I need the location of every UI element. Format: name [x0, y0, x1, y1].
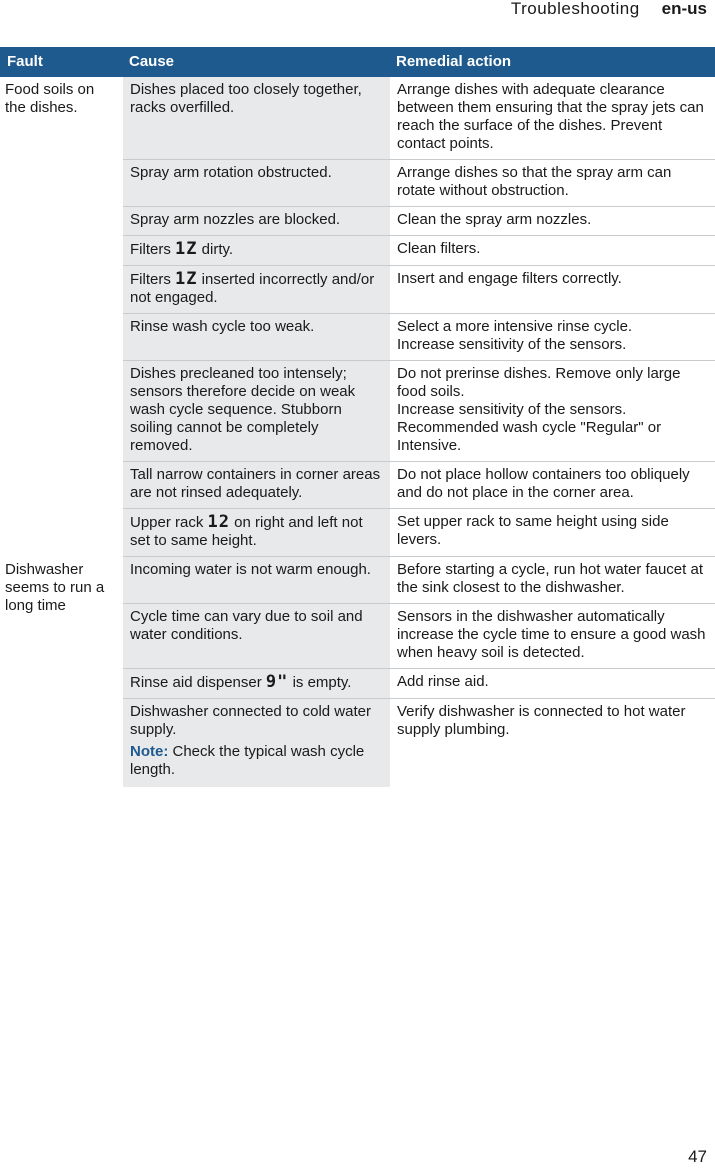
page-number: 47 [688, 1147, 707, 1166]
cause-cell: Dishes precleaned too intensely; sensors therefore decide on weak wash cycle sequence. Stubborn soiling cannot be completely removed. [123, 361, 390, 462]
action-cell: Verify dishwasher is connected to hot water supply plumbing. [397, 703, 686, 738]
cause-cell [123, 236, 390, 266]
cause-text: Rinse aid dispenser [130, 674, 266, 691]
page-header [511, 0, 707, 22]
cause-text: dirty. [197, 241, 234, 258]
action-cell: Add rinse aid. [390, 669, 715, 699]
action-line: Increase sensitivity of the sensors. [397, 401, 627, 418]
action-cell: Before starting a cycle, run hot water faucet at the sink closest to the dishwasher. [390, 557, 715, 604]
language-code: en-us [661, 0, 707, 18]
filter-symbol: 1Z [175, 269, 198, 289]
cause-text: is empty. [288, 674, 352, 691]
action-cell [390, 361, 715, 462]
section-title: Troubleshooting [510, 0, 640, 18]
table-row [0, 77, 715, 160]
cause-cell: Rinse wash cycle too weak. [123, 314, 390, 361]
filter-symbol: 1Z [175, 239, 198, 259]
fault-cell: Food soils on the dishes. [5, 81, 95, 116]
troubleshooting-table [0, 47, 715, 787]
cause-cell: Tall narrow containers in corner areas are not rinsed adequately. [123, 462, 390, 509]
action-cell: Sensors in the dishwasher automatically increase the cycle time to ensure a good wash when heavy soil is detected. [390, 604, 715, 669]
column-header-fault: Fault [0, 47, 123, 77]
column-header-action: Remedial action [390, 47, 715, 77]
cause-cell: Incoming water is not warm enough. [123, 557, 390, 604]
cause-cell: Cycle time can vary due to soil and water conditions. [123, 604, 390, 669]
cause-text: Filters [130, 241, 175, 258]
table-row [0, 557, 715, 604]
note-text: Check the typical wash cycle length. [130, 743, 365, 778]
cause-cell [123, 699, 390, 788]
action-cell: Do not place hollow containers too obliquely and do not place in the corner area. [390, 462, 715, 509]
cause-cell [123, 669, 390, 699]
action-cell: Arrange dishes with adequate clearance between them ensuring that the spray jets can reach the surface of the dishes. Prevent contact points. [390, 77, 715, 160]
action-line: Select a more intensive rinse cycle. [397, 318, 633, 335]
cause-text: Filters [130, 271, 175, 288]
column-header-cause: Cause [123, 47, 390, 77]
cause-text: inserted incorrectly and/or not engaged. [130, 271, 375, 306]
cause-text: Upper rack [130, 514, 208, 531]
action-cell: Set upper rack to same height using side levers. [390, 509, 715, 557]
cause-cell: Dishes placed too closely together, racks overfilled. [123, 77, 390, 160]
rinse-aid-symbol: 9" [265, 672, 289, 692]
action-line: Recommended wash cycle "Regular" or Intensive. [397, 419, 662, 454]
rack-symbol: 12 [207, 512, 231, 532]
cause-text: Dishwasher connected to cold water supply. [130, 703, 371, 738]
cause-cell: Spray arm nozzles are blocked. [123, 207, 390, 236]
table-header-row [0, 47, 715, 77]
cause-cell: Spray arm rotation obstructed. [123, 160, 390, 207]
action-cell: Arrange dishes so that the spray arm can rotate without obstruction. [390, 160, 715, 207]
action-cell: Clean filters. [390, 236, 715, 266]
cause-cell [123, 266, 390, 314]
note-label: Note: [130, 743, 169, 760]
note [130, 743, 384, 779]
action-cell: Insert and engage filters correctly. [390, 266, 715, 314]
action-line: Do not prerinse dishes. Remove only large food soils. [397, 365, 681, 400]
cause-cell [123, 509, 390, 557]
action-cell: Clean the spray arm nozzles. [390, 207, 715, 236]
fault-cell: Dishwasher seems to run a long time [5, 560, 105, 614]
cause-text: on right and left not set to same height. [130, 514, 363, 549]
action-line: Increase sensitivity of the sensors. [397, 336, 627, 353]
action-cell [390, 314, 715, 361]
